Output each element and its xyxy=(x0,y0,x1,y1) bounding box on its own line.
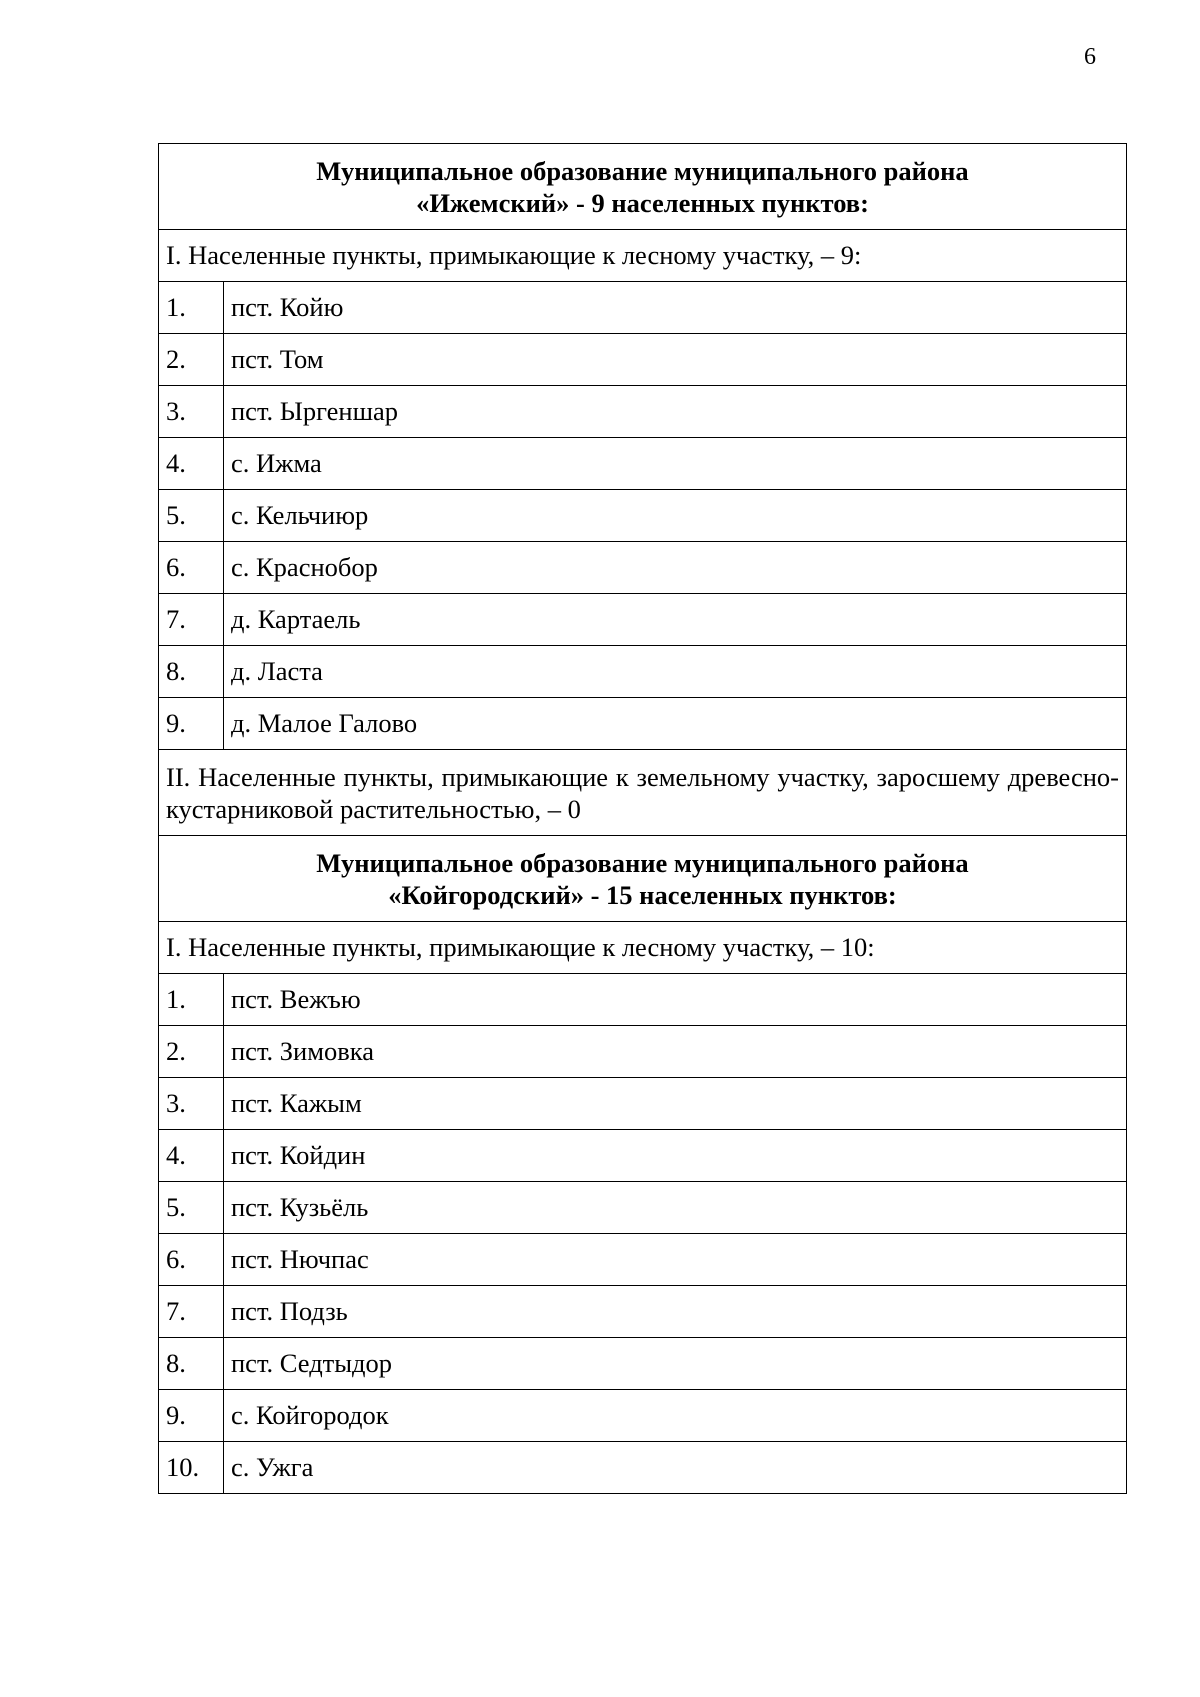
settlement-name: пст. Кажым xyxy=(224,1078,1127,1130)
row-number: 7. xyxy=(159,594,224,646)
settlement-name: с. Ижма xyxy=(224,438,1127,490)
settlement-name: с. Кельчиюр xyxy=(224,490,1127,542)
table-row xyxy=(159,282,1127,334)
section-title-line1: Муниципальное образование муниципального района xyxy=(316,155,969,186)
table-row xyxy=(159,974,1127,1026)
subheading-forest xyxy=(159,922,1127,974)
table-row xyxy=(159,542,1127,594)
row-number: 3. xyxy=(159,1078,224,1130)
table-row xyxy=(159,1442,1127,1494)
subheading-land-text: II. Населенные пункты, примыкающие к земельному участку, заросшему древесно-кустарниковой растительностью, – 0 xyxy=(159,750,1127,836)
table-row xyxy=(159,1338,1127,1390)
row-number: 4. xyxy=(159,1130,224,1182)
table-row xyxy=(159,438,1127,490)
row-number: 10. xyxy=(159,1442,224,1494)
settlement-name: пст. Койдин xyxy=(224,1130,1127,1182)
settlement-name: с. Койгородок xyxy=(224,1390,1127,1442)
settlement-name: пст. Вежъю xyxy=(224,974,1127,1026)
table-row xyxy=(159,1078,1127,1130)
row-number: 2. xyxy=(159,1026,224,1078)
subheading-forest-text: I. Населенные пункты, примыкающие к лесному участку, – 10: xyxy=(159,922,1127,974)
row-number: 2. xyxy=(159,334,224,386)
row-number: 1. xyxy=(159,282,224,334)
settlement-name: пст. Зимовка xyxy=(224,1026,1127,1078)
row-number: 9. xyxy=(159,1390,224,1442)
table-row xyxy=(159,1026,1127,1078)
row-number: 8. xyxy=(159,646,224,698)
row-number: 4. xyxy=(159,438,224,490)
settlement-name: д. Ласта xyxy=(224,646,1127,698)
table-row xyxy=(159,386,1127,438)
section-header-koygorodsky xyxy=(159,836,1127,922)
row-number: 1. xyxy=(159,974,224,1026)
settlement-name: д. Малое Галово xyxy=(224,698,1127,750)
table-row xyxy=(159,1234,1127,1286)
settlement-name: с. Краснобор xyxy=(224,542,1127,594)
table-row xyxy=(159,646,1127,698)
row-number: 9. xyxy=(159,698,224,750)
row-number: 7. xyxy=(159,1286,224,1338)
table-row xyxy=(159,490,1127,542)
table-row xyxy=(159,1390,1127,1442)
row-number: 5. xyxy=(159,1182,224,1234)
section-title-line1: Муниципальное образование муниципального района xyxy=(316,847,969,878)
page-number: 6 xyxy=(1084,44,1096,70)
settlement-name: пст. Подзь xyxy=(224,1286,1127,1338)
section-title-line2: «Койгородский» - 15 населенных пунктов: xyxy=(388,879,897,910)
settlement-name: д. Картаель xyxy=(224,594,1127,646)
table-row xyxy=(159,594,1127,646)
section-title xyxy=(159,836,1127,922)
settlement-name: пст. Седтыдор xyxy=(224,1338,1127,1390)
subheading-land xyxy=(159,750,1127,836)
settlement-name: пст. Том xyxy=(224,334,1127,386)
settlements-table xyxy=(158,143,1127,1494)
table-row xyxy=(159,1182,1127,1234)
table-row xyxy=(159,1130,1127,1182)
subheading-forest xyxy=(159,230,1127,282)
row-number: 6. xyxy=(159,542,224,594)
settlement-name: пст. Нючпас xyxy=(224,1234,1127,1286)
row-number: 5. xyxy=(159,490,224,542)
settlement-name: пст. Ыргеншар xyxy=(224,386,1127,438)
section-title-line2: «Ижемский» - 9 населенных пунктов: xyxy=(416,187,869,218)
row-number: 8. xyxy=(159,1338,224,1390)
row-number: 3. xyxy=(159,386,224,438)
row-number: 6. xyxy=(159,1234,224,1286)
settlement-name: пст. Кузьёль xyxy=(224,1182,1127,1234)
settlement-name: с. Ужга xyxy=(224,1442,1127,1494)
section-header-izhemsky xyxy=(159,144,1127,230)
settlement-name: пст. Койю xyxy=(224,282,1127,334)
table-row xyxy=(159,1286,1127,1338)
table-row xyxy=(159,698,1127,750)
subheading-forest-text: I. Населенные пункты, примыкающие к лесному участку, – 9: xyxy=(159,230,1127,282)
section-title xyxy=(159,144,1127,230)
table-row xyxy=(159,334,1127,386)
